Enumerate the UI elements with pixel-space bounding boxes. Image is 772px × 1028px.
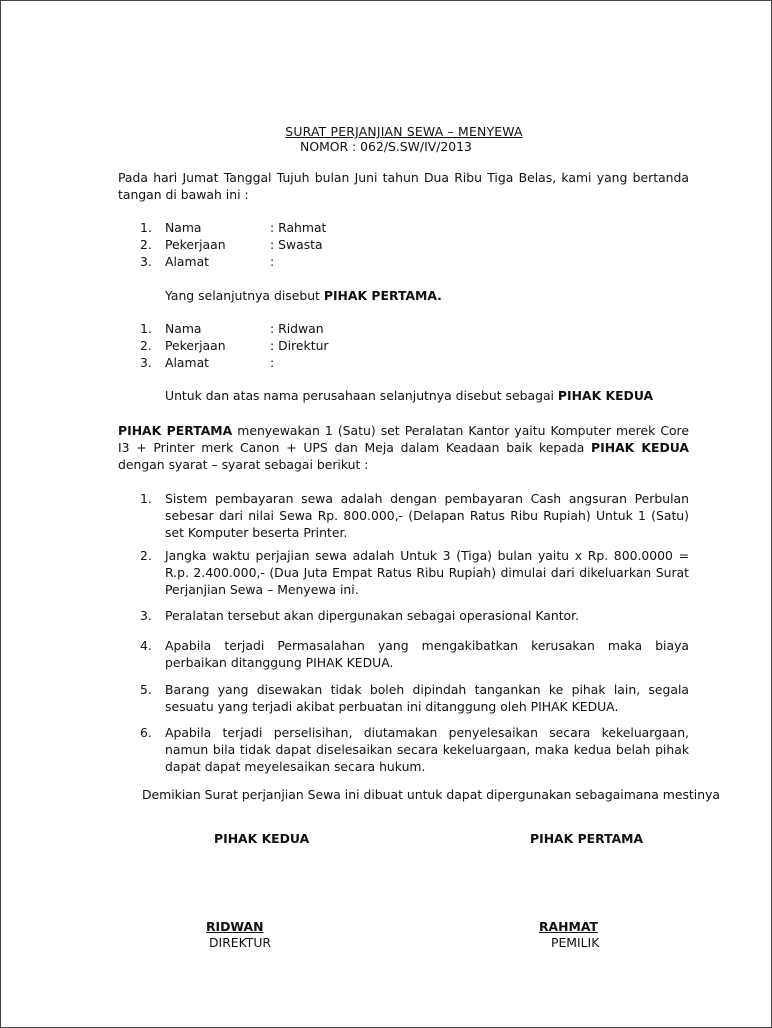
list-item: 3. Alamat : (140, 355, 275, 370)
opening-paragraph: Pada hari Jumat Tanggal Tujuh bulan Juni tahun Dua Ribu Tiga Belas, kami yang bertanda tangan di bawah ini : (118, 170, 689, 202)
party2-designation: Untuk dan atas nama perusahaan selanjutnya disebut sebagai PIHAK KEDUA (165, 388, 654, 403)
agreement-paragraph: PIHAK PERTAMA menyewakan 1 (Satu) set Peralatan Kantor yaitu Komputer merek Core I3 + Printer merk Canon + UPS dan Meja dalam Keadaan baik kepada PIHAK KEDUA dengan syarat – syarat sebagai berikut : (118, 423, 690, 472)
list-item: 2. Pekerjaan : Swasta (140, 237, 323, 252)
signature-name: RIDWAN (206, 919, 264, 934)
party1-designation: Yang selanjutnya disebut PIHAK PERTAMA. (165, 288, 442, 303)
list-item: 1. Nama : Rahmat (140, 220, 327, 235)
signature-role: PIHAK KEDUA (214, 831, 310, 846)
signature-position: PEMILIK (551, 935, 600, 950)
document-title: SURAT PERJANJIAN SEWA – MENYEWA (285, 124, 523, 139)
closing-statement: Demikian Surat perjanjian Sewa ini dibuat untuk dapat dipergunakan sebagaimana mestinya (142, 787, 721, 802)
signature-position: DIREKTUR (209, 935, 272, 950)
list-item: 1. Nama : Ridwan (140, 321, 324, 336)
signature-name: RAHMAT (539, 919, 598, 934)
list-item: 3. Alamat : (140, 254, 275, 269)
document-page: SURAT PERJANJIAN SEWA – MENYEWA NOMOR : 062/S.SW/IV/2013 Pada hari Jumat Tanggal Tujuh bulan Juni tahun Dua Ribu Tiga Belas, kami yang bertanda tangan di bawah ini : 1. Nama : Rahmat 2. Pekerjaan : Swasta 3. Alamat : Yang selanjutnya disebut PIHAK PERTAMA. 1. Nama : Ridwan 2. Pekerjaan : Direktur 3. Alamat : Untuk dan atas nama perusahaan selanjutnya disebut sebagai PIHAK KEDUA PIHAK PERTAMA menyewakan 1 (Satu) set Peralatan Kantor yaitu Komputer merek Core I3 + Printer merk Canon + UPS dan Meja dalam Keadaan baik kepada PIHAK KEDUA dengan syarat – syarat sebagai berikut : 1. Sistem pembayaran sewa adalah dengan pembayaran Cash angsuran Perbulan sebesar dari nilai Sewa Rp. 800.000,- (Delapan Ratus Ribu Rupiah) Untuk 1 (Satu) set Komputer beserta Printer. 2. Jangka waktu perjajian sewa adalah Untuk 3 (Tiga) bulan yaitu x Rp. 800.0000 = R.p. 2.400.000,- (Dua Juta Empat Ratus Ribu Rupiah) dimulai dari dikeluarkan Surat Perjanjian Sewa – Menyewa ini. 3. Peralatan tersebut akan dipergunakan sebagai operasional Kantor. 4. Apabila terjadi Permasalahan yang mengakibatkan kerusakan maka biaya perbaikan ditanggung PIHAK KEDUA. 5. Barang yang disewakan tidak boleh dipindah tangankan ke pihak lain, segala sesuatu yang terjadi akibat perbuatan ini ditanggung oleh PIHAK KEDUA. 6. Apabila terjadi perselisihan, diutamakan penyelesaikan secara kekeluargaan, namun bila tidak dapat diselesaikan secara kekeluargaan, maka kedua belah pihak dapat dapat meyelesaikan secara hukum. Demikian Surat perjanjian Sewa ini dibuat untuk dapat dipergunakan sebagaimana mestinya PIHAK KEDUA RIDWAN DIREKTUR PIHAK PERTAMA RAHMAT PEMILIK (0, 0, 772, 1028)
document-number: NOMOR : 062/S.SW/IV/2013 (300, 139, 472, 154)
signature-role: PIHAK PERTAMA (530, 831, 644, 846)
list-item: 2. Pekerjaan : Direktur (140, 338, 329, 353)
